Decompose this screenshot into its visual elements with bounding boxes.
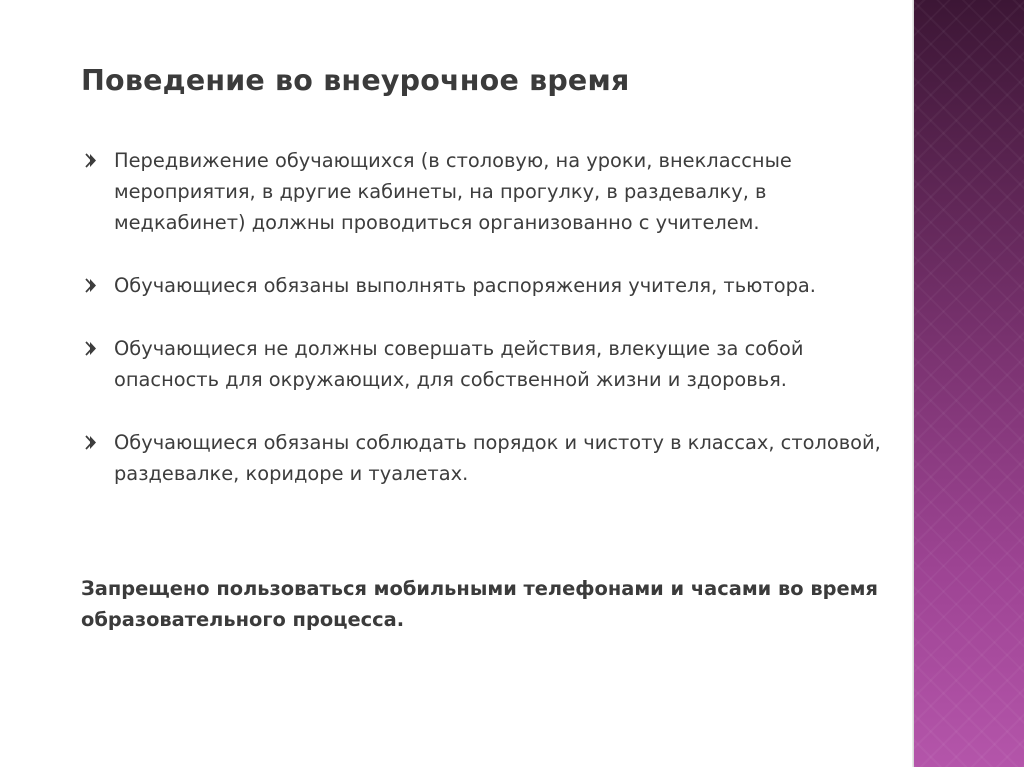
bullet-item <box>81 270 896 301</box>
arrow-bullet-icon <box>82 145 104 176</box>
bullet-text: Передвижение обучающихся (в столовую, на уроки, внеклассные мероприятия, в другие кабинеты, на прогулку, в раздевалку, в медкабинет) должны проводиться организованно с учителем. <box>114 149 792 234</box>
arrow-bullet-icon <box>82 270 104 301</box>
bullet-item <box>81 333 896 395</box>
bullet-item <box>81 427 896 489</box>
bullet-list <box>81 145 896 489</box>
bullet-text: Обучающиеся не должны совершать действия, влекущие за собой опасность для окружающих, для собственной жизни и здоровья. <box>114 337 804 391</box>
slide-title: Поведение во внеурочное время <box>81 64 630 97</box>
arrow-bullet-icon <box>82 427 104 458</box>
bullet-item <box>81 145 896 238</box>
accent-band <box>914 0 1024 767</box>
bullet-text: Обучающиеся обязаны выполнять распоряжения учителя, тьютора. <box>114 274 816 297</box>
prohibition-note: Запрещено пользоваться мобильными телефонами и часами во время образовательного процесса. <box>81 577 878 631</box>
arrow-bullet-icon <box>82 333 104 364</box>
bullet-text: Обучающиеся обязаны соблюдать порядок и чистоту в классах, столовой, раздевалке, коридоре и туалетах. <box>114 431 881 485</box>
